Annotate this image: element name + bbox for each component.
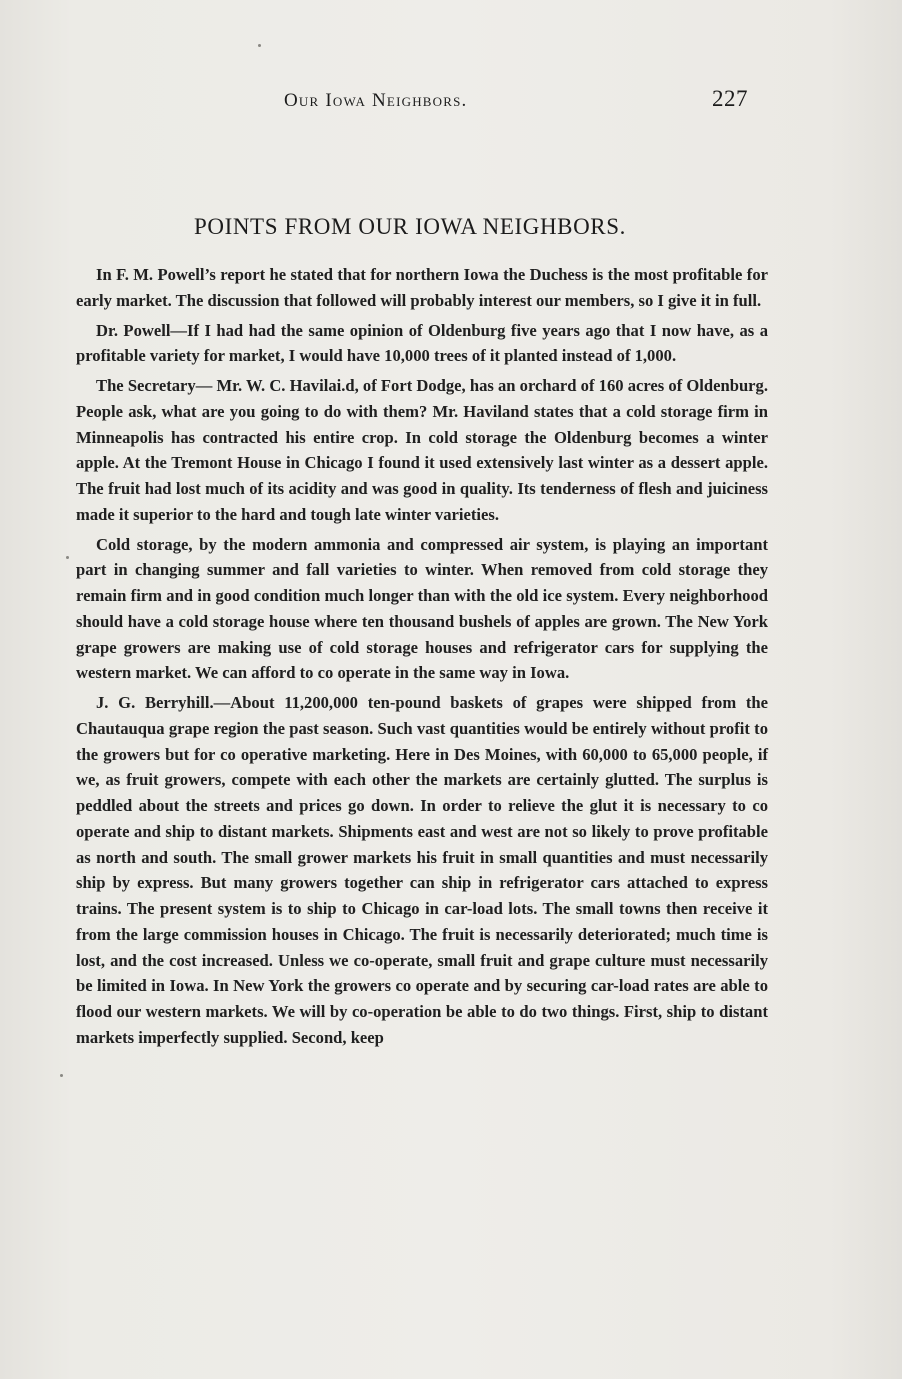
paper-speck <box>66 556 69 559</box>
paragraph: Cold storage, by the modern ammonia and compressed air system, is playing an important part in changing summer and fall varieties to winter. When removed from cold storage they remain firm and in good condition much longer than with the old ice system. Every neighborhood should have a cold storage house where ten thousand bushels of apples are grown. The New York grape growers are making use of cold storage houses and refrigerator cars for supplying the western market. We can afford to co operate in the same way in Iowa. <box>76 534 768 683</box>
paragraph: Dr. Powell—If I had had the same opinion of Oldenburg five years ago that I now have, as a profitable variety for market, I would have 10,000 trees of it planted instead of 1,000. <box>76 320 768 366</box>
paragraph: In F. M. Powell’s report he stated that for northern Iowa the Duchess is the most profitable for early market. The discussion that followed will probably interest our members, so I give it in full. <box>76 265 768 310</box>
paragraph: J. G. Berryhill.—About 11,200,000 ten-pound baskets of grapes were shipped from the Chautauqua grape region the past season. Such vast quantities would be entirely without profit to the growers but for co operative marketing. Here in Des Moines, with 60,000 to 65,000 people, if we, as fruit growers, compete with each other the markets are certainly glutted. The surplus is peddled about the streets and prices go down. In order to relieve the glut it is necessary to co operate and ship to distant markets. Shipments east and west are not so likely to prove profitable as north and south. The small grower markets his fruit in small quantities and must necessarily ship by express. But many growers together can ship in refrigerator cars attached to express trains. The present system is to ship to Chicago in car-load lots. The small towns then receive it from the large commission houses in Chicago. The fruit is necessarily deteriorated; much time is lost, and the cost increased. Unless we co-operate, small fruit and grape culture must necessarily be limited in Iowa. In New York the growers co operate and by securing car-load rates are able to flood our western markets. We will by co-operation be able to do two things. First, ship to distant markets imperfectly supplied. Second, keep <box>76 693 768 1047</box>
page-number: 227 <box>712 86 748 111</box>
article-title: POINTS FROM OUR IOWA NEIGHBORS. <box>193 214 626 239</box>
running-header <box>0 86 902 116</box>
paragraph: The Secretary— Mr. W. C. Havilai.d, of Fort Dodge, has an orchard of 160 acres of Oldenburg. People ask, what are you going to do with them? Mr. Haviland states that a cold storage firm in Minneapolis has contracted his entire crop. In cold storage the Oldenburg becomes a winter apple. At the Tremont House in Chicago I found it used extensively last winter as a dessert apple. The fruit had lost much of its acidity and was good in quality. Its tenderness of flesh and juiciness made it superior to the hard and tough late winter varieties. <box>76 376 768 524</box>
running-title: Our Iowa Neighbors. <box>284 90 468 111</box>
article-body <box>76 262 768 1055</box>
paper-speck <box>258 44 261 47</box>
paper-speck <box>60 1074 63 1077</box>
